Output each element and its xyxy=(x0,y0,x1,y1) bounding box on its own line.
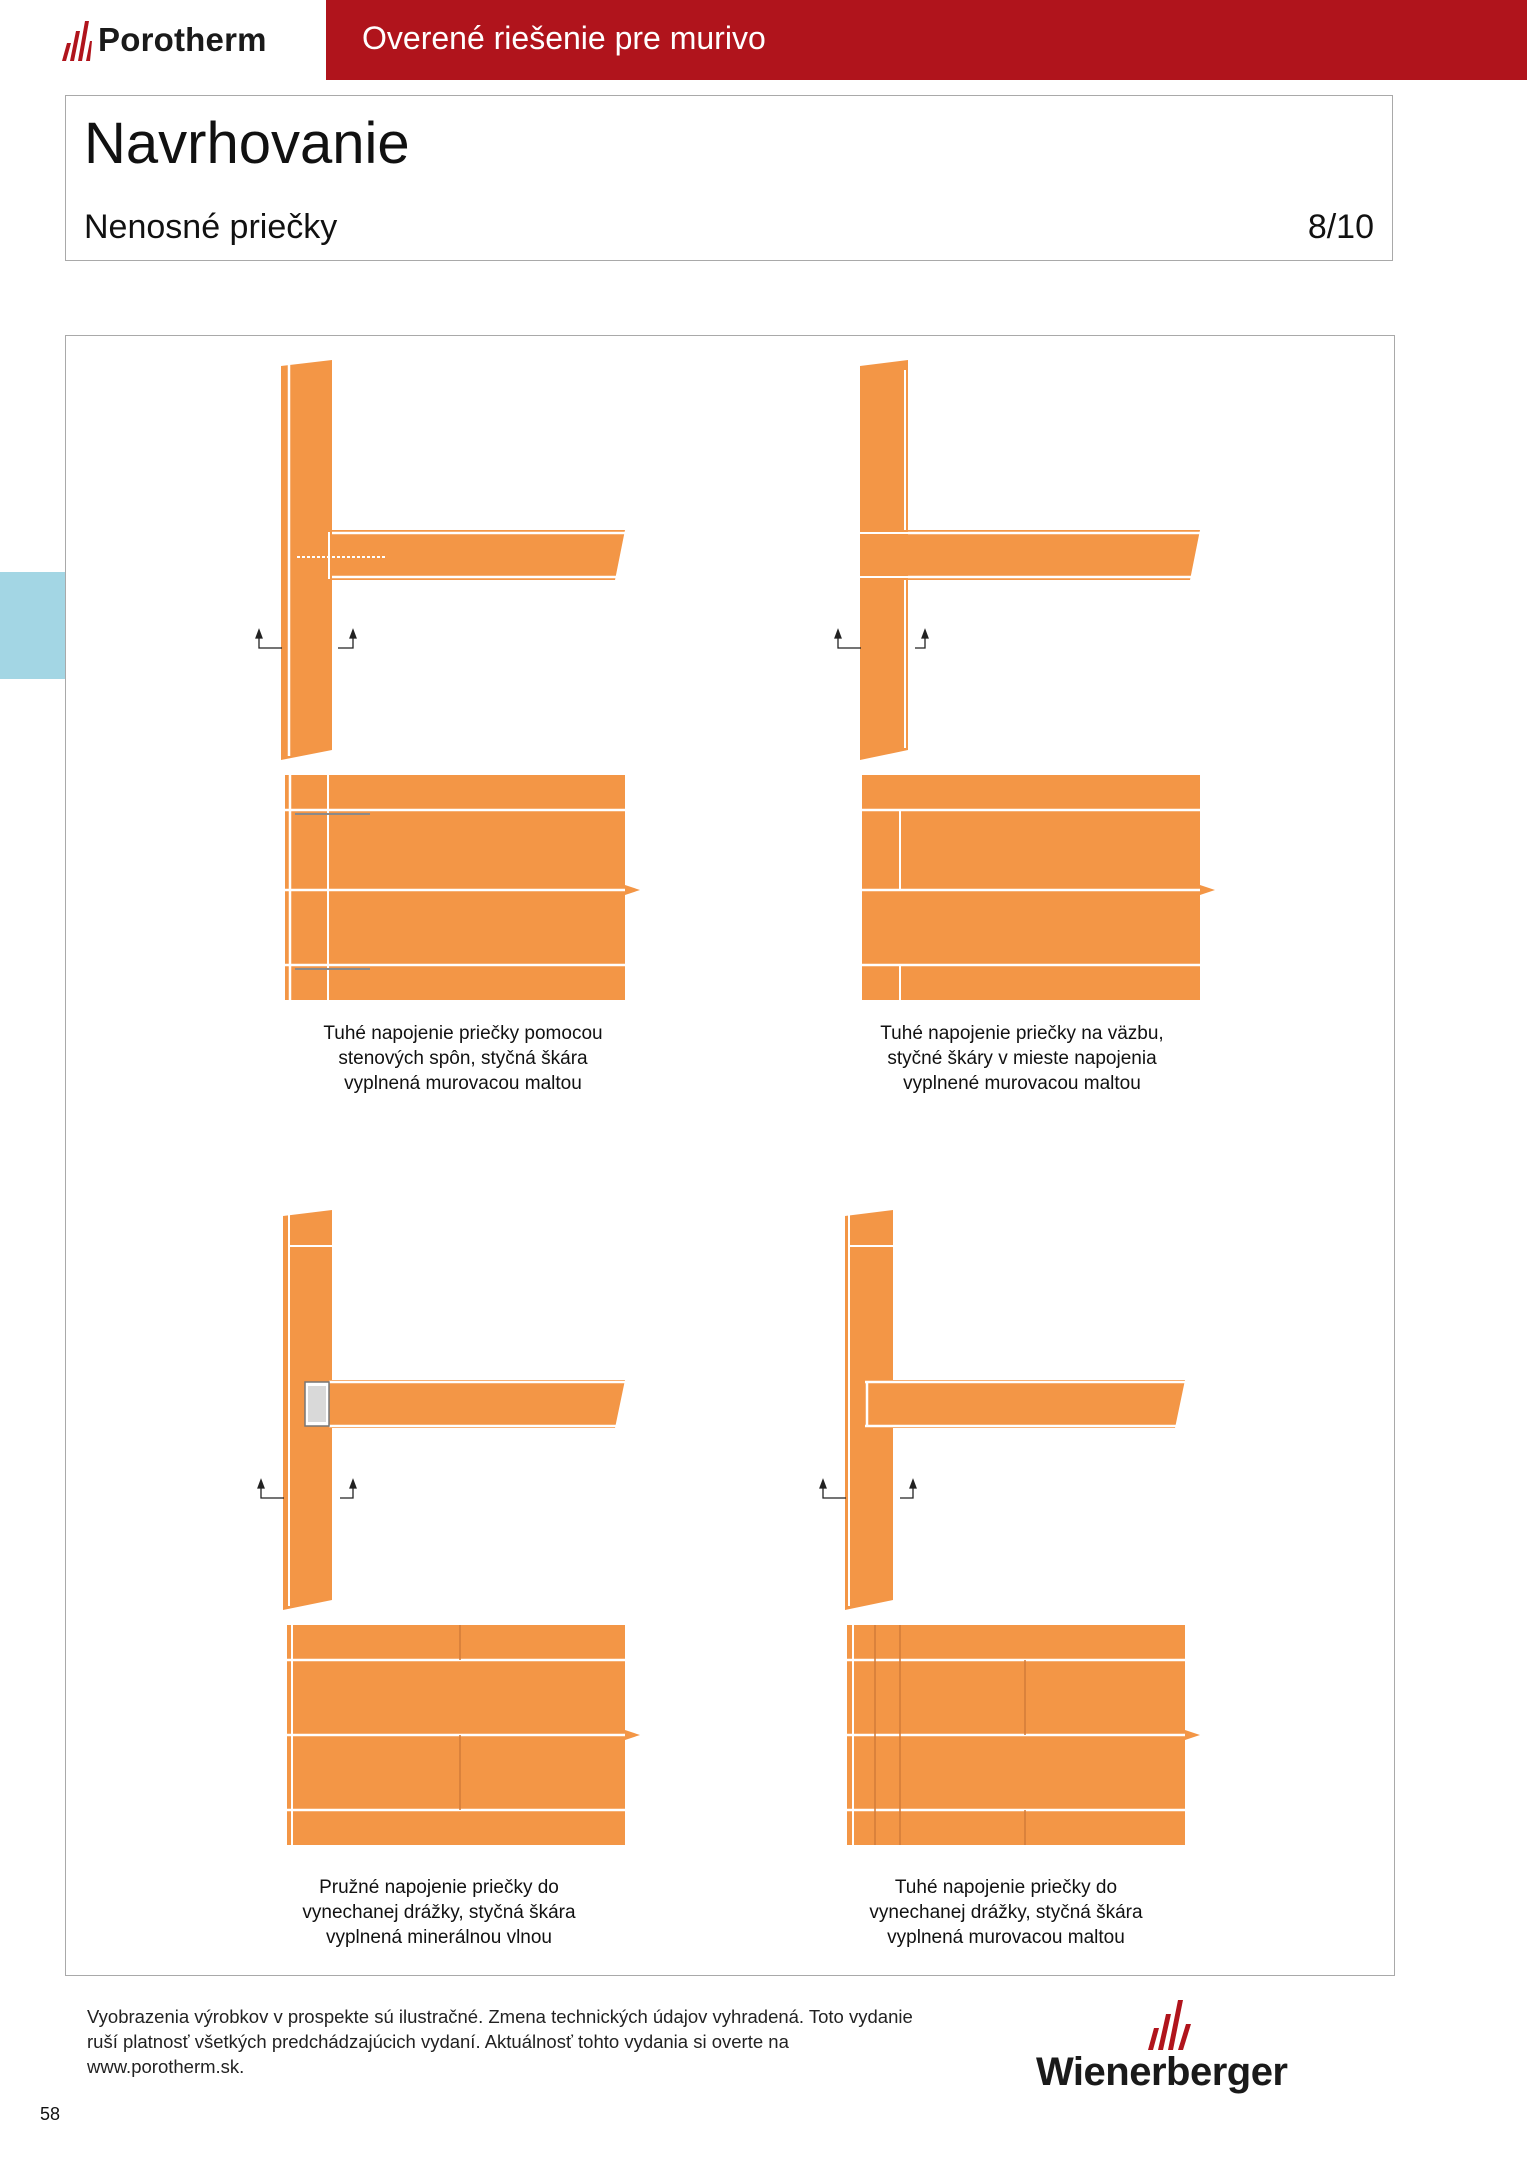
page-number: 58 xyxy=(40,2104,61,2124)
diagram-caption-3: Pružné napojenie priečky do vynechanej drážky, styčná škára vyplnená minerálnou vlnou xyxy=(302,1877,576,1948)
title-block xyxy=(65,95,1393,261)
wienerberger-wordmark: Wienerberger xyxy=(1036,2050,1288,2094)
banner-title: Overené riešenie pre murivo xyxy=(362,20,766,56)
page-title: Navrhovanie xyxy=(84,111,410,176)
diagram-drawing xyxy=(815,1200,1215,1860)
section-subtitle: Nenosné priečky xyxy=(84,208,338,246)
diagram-pruzne-napojenie xyxy=(255,1200,655,1860)
brand-name: Porotherm xyxy=(98,21,267,58)
diagram-vazba xyxy=(830,350,1230,1020)
banner xyxy=(326,0,1527,80)
diagram-tuhe-drazka xyxy=(815,1200,1215,1860)
diagram-caption-1: Tuhé napojenie priečky pomocou stenových spôn, styčná škára vyplnená murovacou maltou xyxy=(323,1023,603,1094)
diagram-drawing xyxy=(255,350,655,1020)
porotherm-brand xyxy=(0,0,326,80)
diagram-caption-4: Tuhé napojenie priečky do vynechanej drážky, styčná škára vyplnená murovacou maltou xyxy=(869,1877,1143,1948)
top-bar xyxy=(0,0,1527,80)
side-tab xyxy=(0,572,65,679)
page-counter: 8/10 xyxy=(1307,208,1374,246)
wienerberger-logo-icon xyxy=(1148,2000,1192,2050)
wienerberger-logo xyxy=(1036,2000,1326,2096)
porotherm-logo-icon xyxy=(62,19,92,61)
diagram-drawing xyxy=(255,1200,655,1860)
diagram-caption-2: Tuhé napojenie priečky na väzbu, styčné škáry v mieste napojenia vyplnené murovacou maltou xyxy=(880,1023,1164,1094)
diagram-stenove-spony xyxy=(255,350,655,1020)
footer-disclaimer: Vyobrazenia výrobkov v prospekte sú ilustračné. Zmena technických údajov vyhradená. Toto vydanie ruší platnosť všetkých predchádzajúcich vydaní. Aktuálnosť tohto vydania si overte na www.porotherm.sk. xyxy=(87,2006,913,2077)
diagram-drawing xyxy=(830,350,1230,1020)
